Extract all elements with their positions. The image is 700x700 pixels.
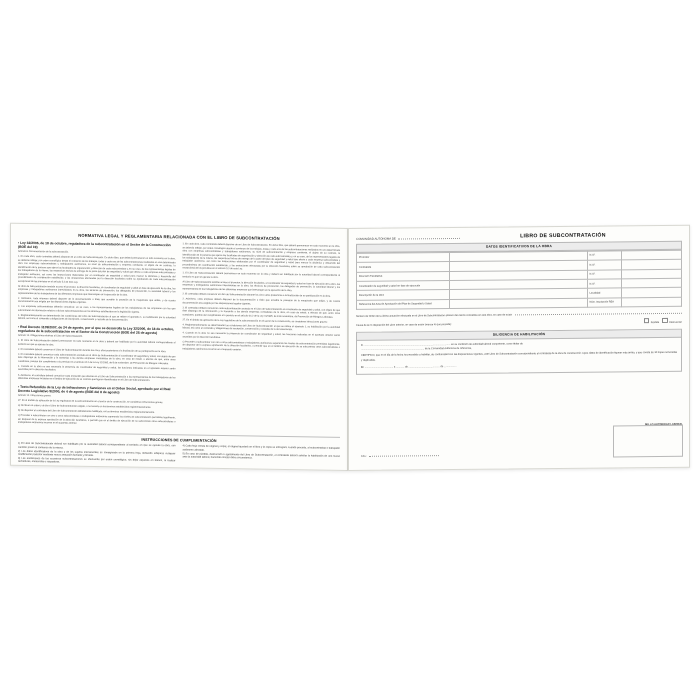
option-perdida[interactable] [644, 318, 659, 325]
option-destruccion[interactable] [662, 318, 682, 325]
law-section-1-p1: 1. En cada obra, cada contratista deberá disponer de un Libro de Subcontratación. En dicho libro, que deberá permanecer en todo momento en la obra, se deberán reflejar, por orden cronológico desde el comienzo de los trabajos, todas y cada una de las subcontrataciones realizadas en una determinada obra con empresas subcontratistas y trabajadores autónomos, su nivel de subcontratación y empresa comitente, el objeto de su contrato, la identificación de la persona que ejerce las facultades de organización y dirección de cada subcontratista y, en su caso, de los representantes legales de los trabajadores de la misma, las respectivas fechas de entrega de la parte del plan de seguridad y salud que afecte a cada empresa subcontratista y trabajador autónomo, así como las instrucciones elaboradas por el coordinador de seguridad y salud para marcar la dinámica y desarrollo del procedimiento de coordinación establecido, y las anotaciones efectuadas por la dirección facultativa sobre su aprobación de cada subcontratación excepcional de las previstas en el artículo 5.3 de esta Ley. [18, 256, 176, 284]
law-col2-p8: 4. Cuando en la obra no sea necesaria la presencia de coordinador de seguridad y salud, las funciones indicadas en el apartado anterior serán asumidas por la dirección facultativa. [182, 332, 340, 339]
diligence-line-1: ........................................................................................... de la Comunidad Autónoma de referencia, [361, 346, 472, 351]
row-1-value2[interactable] [621, 259, 681, 269]
law-section-3-p2: a) No llevar en orden y al día el Libro de Subcontratación exigido, o no hacerlo en los términos establecidos reglamentariamente. [18, 405, 152, 410]
diligence-box [356, 329, 683, 458]
law-section-1-p2: Al Libro de Subcontratación tendrán acceso el promotor, la dirección facultativa, el coordinador de seguridad y salud en fase de ejecución de la obra, las empresas y trabajadores autónomos intervinientes en la obra, los técnicos de prevención, los delegados de prevención, la autoridad laboral y los representantes de los trabajadores de las diferentes empresas que intervengan en la ejecución de la obra. [18, 285, 176, 297]
instruction-1: 2) Los datos identificativos de la obra y de los sujetos intervinientes se consignarán en la primera hoja, debiendo reflejarse cualquier modificación posterior mediante nueva anotación fechada y firmada. [18, 449, 176, 458]
left-page [10, 223, 348, 471]
instruction-2: 3) Las anotaciones de las sucesivas subcontrataciones se efectuarán por orden cronológico, sin dejar espacios en blanco, ni realizar tachaduras, enmiendas o raspaduras. [18, 456, 176, 464]
law-section-1-p0: Artículo 8. Documentación de la subcontratación. [18, 251, 69, 254]
law-section-2-p2: 2. El contratista deberá conservar el Libro de Subcontratación durante los cinco años posteriores a la finalización de su participación en la obra. [18, 348, 167, 354]
checkbox-destruccion[interactable] [662, 318, 667, 323]
instructions-column-1 [18, 442, 176, 466]
law-section-2-p3: 3. El contratista deberá comunicar cada subcontratación anotada en el Libro de Subcontratación al coordinador de seguridad y salud, con objeto de que éste disponga de la información y la transmita a las demás empresas contratistas de la obra, en caso de existir, a efectos de que, entre otras cuestiones, puedan dar cumplimiento a lo previsto en el artículo 24.2 de la Ley 31/1995, de 8 de noviembre, de Prevención de Riesgos Laborales. [18, 353, 176, 366]
previous-book-note [356, 309, 682, 318]
law-section-3-p3: b) No disponer el contratista del Libro de Subcontratación debidamente habilitado, en los términos establecidos reglamentariamente. [18, 410, 155, 415]
instructions-title: INSTRUCCIONES DE CUMPLIMENTACIÓN [141, 437, 217, 443]
signature-label: Fdo.: [361, 454, 367, 458]
diligence-line-2: CERTIFICO, que en el día de la fecha he procedido a habilitar, de conformidad con las disposiciones vigentes, este Libro de Subcontratación correspondiente al contratista de la obra de construcción cuyos datos de identificación figuran más arriba, y que consta de 10 hojas numeradas y duplicadas. [361, 351, 677, 362]
law-section-1-heading: • Ley 32/2006, de 18 de octubre, reguladora de la subcontratación en el Sector de la Construcción (BOE del 19) [18, 240, 171, 250]
law-col2-p9: c) Proceder a subcontratar con otro u otros subcontratistas o trabajadores autónomos superando los niveles de subcontratación permitidos legalmente, sin disponer de la expresa aprobación de la dirección facultativa, o permitir que en el ámbito de ejecución de su subcontrato otros subcontratistas o trabajadores autónomos incurran en el supuesto anterior. [182, 341, 340, 351]
left-column-2 [183, 244, 341, 435]
row-5-label: Referencia del Acta de Aprobación del Plan de Seguridad y Salud [357, 299, 450, 309]
row-5-label2: Núm. Inscripción REA [587, 298, 621, 308]
document-spread [10, 228, 690, 473]
community-blank[interactable] [398, 235, 460, 240]
community-field [356, 235, 460, 241]
law-section-1 [18, 241, 176, 324]
previous-book-blank[interactable] [515, 309, 682, 315]
law-col2-p3: 2. El contratista deberá conservar el Libro de Subcontratación durante los cinco años posteriores a la finalización de su participación en la obra. [182, 293, 331, 298]
diligence-band: DILIGENCIA DE HABILITACIÓN [357, 330, 681, 341]
row-5-value2[interactable] [621, 297, 681, 307]
row-2-value2[interactable] [621, 269, 681, 279]
row-3-label2: N.I.F. [587, 279, 621, 289]
option-destruccion-label: Destrucción [669, 320, 682, 324]
right-page [348, 225, 690, 471]
law-section-3-p0: Artículo 12. Infracciones graves. [18, 394, 52, 398]
row-4-value2[interactable] [621, 288, 681, 298]
law-col2-p6: 27. En el ámbito de aplicación de la Ley reguladora de la subcontratación en el sector de la construcción, se consideran infracciones graves: [182, 318, 328, 324]
instruction-4: 5) En caso de pérdida, destrucción o agotamiento del Libro de Subcontratación, el contratista deberá solicitar la habilitación de uno nuevo ante la autoridad laboral, haciendo constar dicha circunstancia. [182, 451, 340, 460]
instructions-columns [18, 442, 340, 469]
law-section-2-p5: 5. Asimismo, el contratista deberá comunicar cada anotación que efectúe en el Libro de Subcontratación a los representantes de los trabajadores de las diferentes empresas incluidas en el ámbito de ejecución de su contrato que figuren identificados en el Libro de Subcontratación. [18, 374, 176, 382]
option-perdida-label: Pérdida [650, 320, 660, 325]
law-section-1-p5: 4. Reglamentariamente se determinarán las condiciones del Libro de Subcontratación al que se refiere el apartado 1, su habilitación por la autoridad laboral, así como el contenido y obligaciones de inscripción, conservación y custodia de la documentación. [18, 314, 176, 322]
stamp-label: SELLO AUTORIDAD LABORAL [644, 422, 683, 427]
instructions-column-2 [183, 445, 341, 469]
law-col2-p1: 1. El Libro de Subcontratación deberá permanecer en todo momento en la obra y deberá ser habilitado por la autoridad laboral correspondiente al territorio en que se ejecute la obra. [182, 272, 340, 279]
previous-book-label: Número de Orden de la última actuación efectuada en el Libro de Subcontratación anterior del mismo contratista en esta obra, en caso de existir [356, 313, 513, 318]
community-label: COMUNIDAD AUTÓNOMA DE [356, 236, 396, 241]
row-4-label: Descripción de la obra [357, 290, 450, 300]
law-section-2 [18, 325, 176, 384]
law-section-3-p1: 27. En el ámbito de aplicación de la Ley reguladora de la subcontratación en el sector de la construcción, se consideran infracciones graves: [18, 399, 163, 405]
law-section-3-p4: c) Proceder a subcontratar con otro u otros subcontratistas o trabajadores autónomos superando los niveles de subcontratación permitidos legalmente, sin disponer de la expresa aprobación de la dirección facultativa, o permitir que en el ámbito de ejecución de su subcontrato otros subcontratistas o trabajadores autónomos incurran en el supuesto anterior. [18, 415, 176, 426]
left-column-1 [18, 241, 176, 432]
row-2-label: Dirección Facultativa [357, 271, 450, 281]
law-col2-p2: Al Libro de Subcontratación tendrán acceso el promotor, la dirección facultativa, el coordinador de seguridad y salud en fase de ejecución de la obra, las empresas y trabajadores autónomos intervinientes en la obra, los técnicos de prevención, los delegados de prevención, la autoridad laboral y los representantes de los trabajadores de las diferentes empresas que intervengan en la ejecución de la obra. [182, 281, 340, 293]
identification-table [356, 250, 682, 310]
table-row [357, 297, 682, 310]
diligence-line-3: En ......................................... a ............ de ............................................. de .................. [361, 364, 457, 369]
instruction-3: 4) Cada hoja consta de original y copia; el original quedará en el libro y la copia se entregará, cuando proceda, al subcontratista o trabajador autónomo afectado. [182, 444, 340, 452]
diligence-body [357, 337, 681, 374]
row-3-label: Coordinador de seguridad y salud en fase de ejecución [357, 280, 450, 290]
row-0-label2: N.I.F. [587, 251, 621, 261]
checkbox-perdida[interactable] [644, 318, 649, 323]
right-page-header [356, 232, 682, 241]
row-5-value[interactable] [449, 298, 587, 309]
signature-field [361, 452, 439, 458]
loss-cause-label: Causa de la no disposición del Libro anterior, en caso de existir (marcar lo que proceda): [356, 322, 452, 327]
law-col2-p5: 3. El contratista deberá comunicar cada subcontratación anotada en el Libro de Subcontratación al coordinador de seguridad y salud, con objeto de que éste disponga de la información y la transmita a las demás empresas contratistas de la obra, en caso de existir, a efectos de que, entre otras cuestiones, puedan dar cumplimiento a lo previsto en el artículo 24.2 de la Ley 31/1995, de 8 de noviembre, de Prevención de Riesgos Laborales. [182, 306, 340, 319]
row-1-label: Contratista [357, 262, 450, 272]
law-col2-p7: 4. Reglamentariamente se determinarán las condiciones del Libro de Subcontratación al que se refiere el apartado 1, su habilitación por la autoridad laboral, así como el contenido y obligaciones de inscripción, conservación y custodia de la documentación. [182, 324, 340, 332]
law-section-2-p4: 4. Cuando en la obra no sea necesaria la presencia de coordinador de seguridad y salud, las funciones indicadas en el apartado anterior serán asumidas por la dirección facultativa. [18, 365, 176, 372]
law-section-3 [18, 385, 176, 428]
signature-blank[interactable] [369, 452, 439, 457]
law-section-3-heading: • Texto Refundido de la Ley de Infracciones y Sanciones en el Orden Social, aprobado por el Real Decreto Legislativo 5/2000, de 4 de agosto (BOE del 8 de agosto) [18, 384, 171, 395]
diligence-line-0: D. ............................................................................................................................ en su condición de autoridad laboral competente, como titular de [361, 341, 523, 347]
row-0-label: Promotor [357, 252, 450, 262]
row-1-label2: N.I.F. [587, 260, 621, 270]
instruction-0: 1) El Libro de Subcontratación deberá ser habilitado por la autoridad laboral correspondiente al territorio en que se ejecute la obra, con carácter previo al comienzo de la misma. [18, 442, 176, 450]
law-section-2-p0: Artículo 13. Obligaciones relativas al Libro de Subcontratación. [18, 335, 83, 339]
identification-band: DATOS IDENTIFICATIVOS DE LA OBRA [356, 241, 682, 253]
law-section-2-p1: 1. El Libro de Subcontratación deberá permanecer en todo momento en la obra y deberá ser habilitado por la autoridad laboral correspondiente al territorio en que se ejecute la obra. [18, 340, 176, 347]
law-section-2-heading: • Real Decreto 1109/2007, de 24 de agosto, por el que se desarrolla la Ley 32/2006, de 18 de octubre, reguladora de la subcontratación en el Sector de la Construcción (BOE del 25 de agosto) [18, 324, 175, 336]
row-3-value2[interactable] [621, 278, 681, 288]
row-2-label2: N.I.F. [587, 269, 621, 279]
row-0-value2[interactable] [621, 250, 681, 260]
law-col2-p0: 1. En cada obra, cada contratista deberá disponer de un Libro de Subcontratación. En dicho libro, que deberá permanecer en todo momento en la obra, se deberán reflejar, por orden cronológico desde el comienzo de los trabajos, todas y cada una de las subcontrataciones realizadas en una determinada obra con empresas subcontratistas y trabajadores autónomos, su nivel de subcontratación y empresa comitente, el objeto de su contrato, la identificación de la persona que ejerce las facultades de organización y dirección de cada subcontratista y, en su caso, de los representantes legales de los trabajadores de la misma, las respectivas fechas de entrega de la parte del plan de seguridad y salud que afecte a cada empresa subcontratista y trabajador autónomo, así como las instrucciones elaboradas por el coordinador de seguridad y salud para marcar la dinámica y desarrollo del procedimiento de coordinación establecido, y las anotaciones efectuadas por la dirección facultativa sobre su aprobación de cada subcontratación excepcional de las previstas en el artículo 5.3 de esta Ley. [182, 243, 340, 271]
left-page-title: NORMATIVA LEGAL Y REGLAMENTARIA RELACIONADA CON EL LIBRO DE SUBCONTRATACIÓN [78, 232, 280, 241]
row-4-label2: Localidad [587, 288, 621, 298]
left-page-columns [18, 241, 340, 434]
law-section-1-p4: 3. Las empresas subcontratistas deberán comunicar, en su caso, a los representantes legales de los trabajadores de las empresas con las que subcontraten la información relativa a dichas subcontrataciones en los términos establecidos en la legislación vigente. [18, 306, 176, 314]
law-col2-p4: 2. Asimismo, cada empresa deberá disponer de la documentación o título que acredite la posesión de la maquinaria que utiliza, y de cuanta documentación sea exigida por las disposiciones legales vigentes. [182, 298, 340, 305]
loss-cause-note [356, 318, 682, 328]
book-title: LIBRO DE SUBCONTRATACIÓN [520, 232, 606, 240]
law-section-1-p3: 2. Asimismo, cada empresa deberá disponer de la documentación o título que acredite la posesión de la maquinaria que utiliza, y de cuanta documentación sea exigida por las disposiciones legales vigentes. [18, 297, 176, 305]
law-section-1-continued [183, 244, 341, 354]
